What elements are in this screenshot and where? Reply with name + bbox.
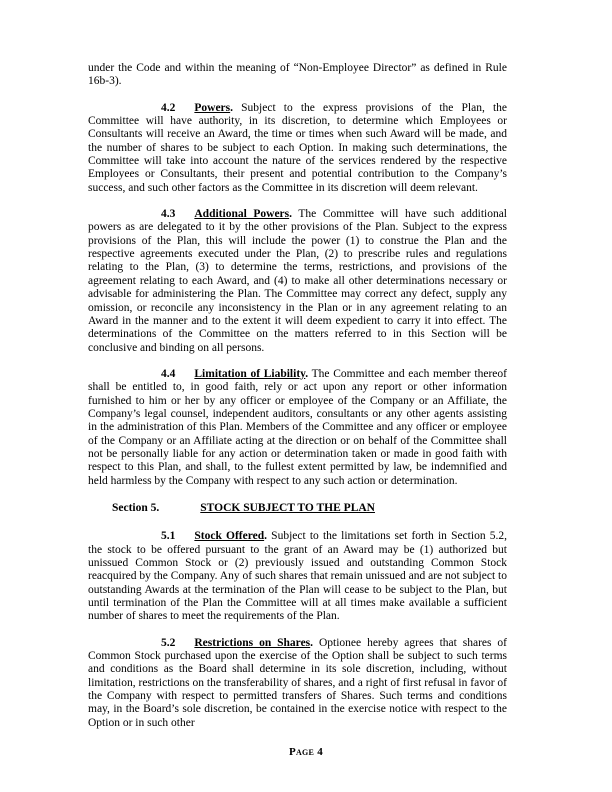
paragraph-heading: Limitation of Liability (194, 367, 306, 380)
paragraph-number: 4.4 (161, 367, 176, 380)
page-number: Page 4 (288, 746, 324, 758)
heading-punctuation: . (310, 636, 314, 649)
paragraph-text: Optionee hereby agrees that shares of Common Stock purchased upon the exercise of the Option shall be subject to such terms and conditions as the Board shall determine in its sole discretion, including, without limitation, restrictions on the transferability of shares, and a right of first refusal in favor of the Company with respect to permitted transfers of Shares. Such terms and conditions may, in the Board’s sole discretion, be contained in the exercise notice with respect to the Option or in such other (88, 636, 508, 729)
paragraph-4-3 (88, 208, 507, 355)
paragraph-4-2 (88, 102, 507, 195)
paragraph-number: 5.1 (161, 530, 176, 543)
section-label: Section 5. (112, 501, 160, 514)
paragraph-number: 5.2 (161, 636, 176, 649)
continuation-paragraph (88, 62, 507, 89)
paragraph-text: Subject to the limitations set forth in Section 5.2, the stock to be offered pursuant to the grant of an Award may be (1) authorized but unissued Common Stock or (2) previously issued and outstanding Common Stock reacquired by the Company. Any of such shares that remain unissued and are not subject to outstanding Awards at the termination of the Plan will cease to be subject to the Plan, but until termination of the Plan the Committee will at all times make available a sufficient number of shares to meet the requirements of the Plan. (88, 530, 507, 623)
heading-punctuation: . (289, 208, 293, 221)
heading-punctuation: . (230, 101, 234, 114)
paragraph-heading: Stock Offered (194, 530, 265, 543)
heading-punctuation: . (305, 367, 309, 380)
paragraph-5-2 (88, 637, 507, 730)
paragraph-heading: Powers (194, 101, 231, 114)
paragraph-heading: Restrictions on Shares (194, 636, 311, 649)
paragraph-text: The Committee and each member thereof shall be entitled to, in good faith, rely or act upon any report or other information furnished to him or her by any officer or employee of the Company or an Affiliate, the Company’s legal counsel, independent auditors, consultants or any other agents assisting in the administration of this Plan. Members of the Committee and any officer or employee of the Company or an Affiliate acting at the direction or on behalf of the Committee shall not be personally liable for any action or determination taken or made in good faith with respect to this Plan, and shall, to the fullest extent permitted by law, be indemnified and held harmless by the Company with respect to any such action or determination. (88, 367, 507, 487)
document-body (88, 62, 507, 743)
paragraph-number: 4.3 (161, 208, 176, 221)
page-footer (0, 742, 612, 760)
paragraph-5-1 (88, 530, 507, 623)
section-5-heading (88, 502, 507, 515)
paragraph-heading: Additional Powers (194, 208, 290, 221)
continuation-text: under the Code and within the meaning of “Non-Employee Director” as defined in Rule 16b-3). (88, 62, 507, 88)
paragraph-4-4 (88, 368, 507, 488)
paragraph-number: 4.2 (161, 101, 176, 114)
paragraph-text: The Committee will have such additional powers as are delegated to it by the other provisions of the Plan. Subject to the express provisions of the Plan, this will include the power (1) to construe the Plan and the respective agreements executed under the Plan, (2) to prescribe rules and regulations relating to the Plan, (3) to determine the terms, restrictions, and provisions of the agreement relating to each Award, and (4) to make all other determinations necessary or advisable for administering the Plan. The Committee may correct any defect, supply any omission, or reconcile any inconsistency in the Plan or in any agreement relating to an Award in the manner and to the extent it will deem expedient to carry it into effect. The determinations of the Committee on the matters referred to in this Section will be conclusive and binding on all persons. (88, 208, 508, 354)
section-title: STOCK SUBJECT TO THE PLAN (200, 501, 375, 514)
paragraph-text: Subject to the express provisions of the Plan, the Committee will have authority, in its discretion, to determine which Employees or Consultants will receive an Award, the time or times when such Award will be made, and the number of shares to be subject to each Option. In making such determinations, the Committee will take into account the nature of the services rendered by the respective Employees or Consultants, their present and potential contribution to the Company’s success, and such other factors as the Committee in its discretion will deem relevant. (88, 101, 507, 194)
heading-punctuation: . (264, 530, 267, 543)
